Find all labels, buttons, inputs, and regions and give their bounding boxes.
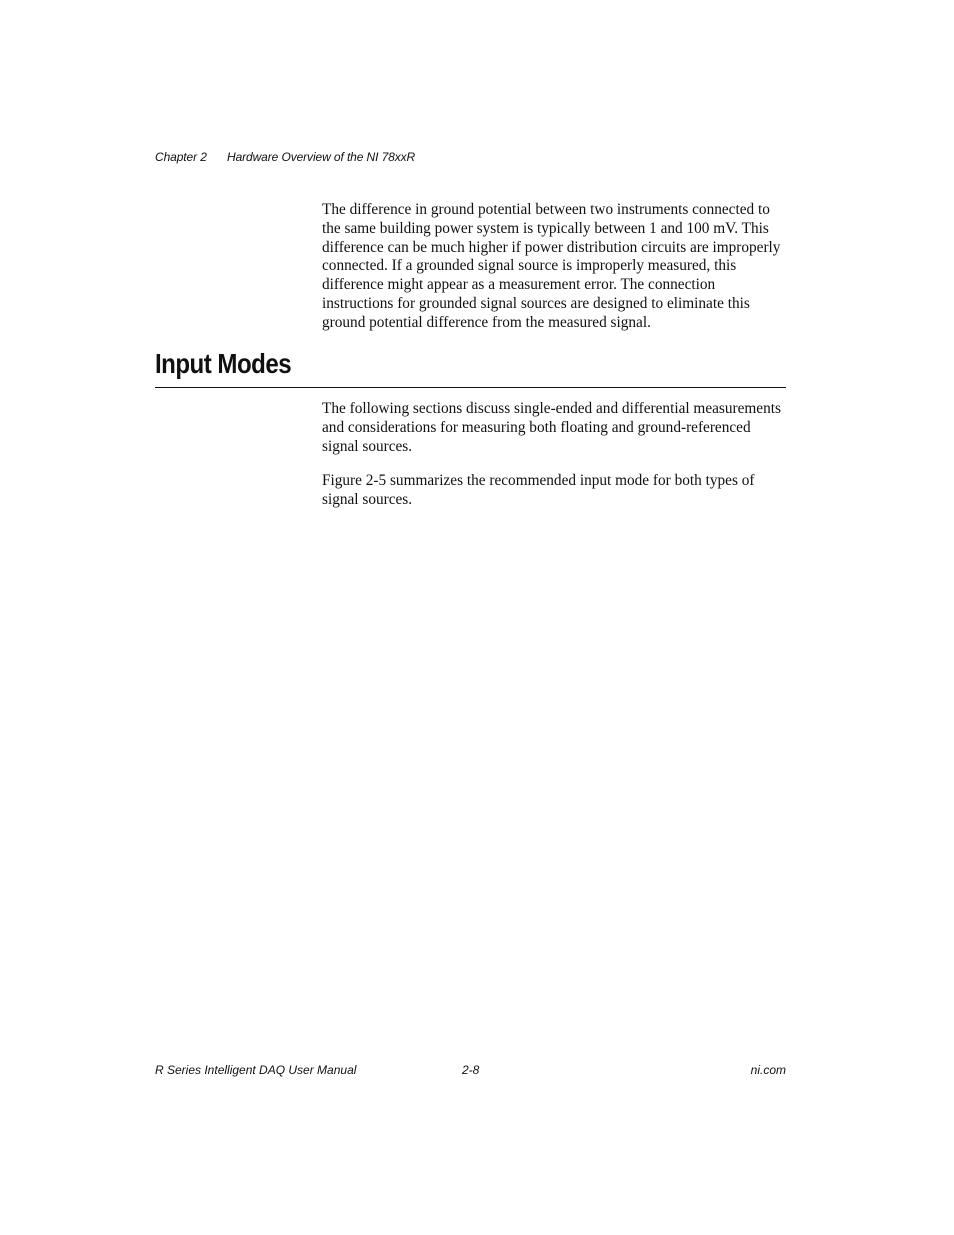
chapter-title: Hardware Overview of the NI 78xxR [227, 150, 416, 164]
section-heading: Input Modes [155, 348, 292, 379]
chapter-label: Chapter 2 [155, 150, 207, 164]
footer-page-number: 2-8 [462, 1063, 480, 1077]
page-header [155, 150, 416, 164]
footer-manual-title: R Series Intelligent DAQ User Manual [155, 1063, 357, 1077]
footer-website: ni.com [750, 1063, 786, 1077]
body-paragraph-ground-potential: The difference in ground potential between two instruments connected to the same building power system is typically between 1 and 100 mV. This difference can be much higher if power distribution circuits are improperly connected. If a grounded signal source is improperly measured, this difference might appear as a measurement error. The connection instructions for grounded signal sources are designed to eliminate this ground potential difference from the measured signal. [322, 201, 781, 331]
heading-divider [155, 387, 786, 388]
body-paragraph-figure-reference: Figure 2-5 summarizes the recommended input mode for both types of signal sources. [322, 472, 755, 508]
body-paragraph-sections-intro: The following sections discuss single-ended and differential measurements and considerations for measuring both floating and ground-referenced signal sources. [322, 400, 781, 455]
